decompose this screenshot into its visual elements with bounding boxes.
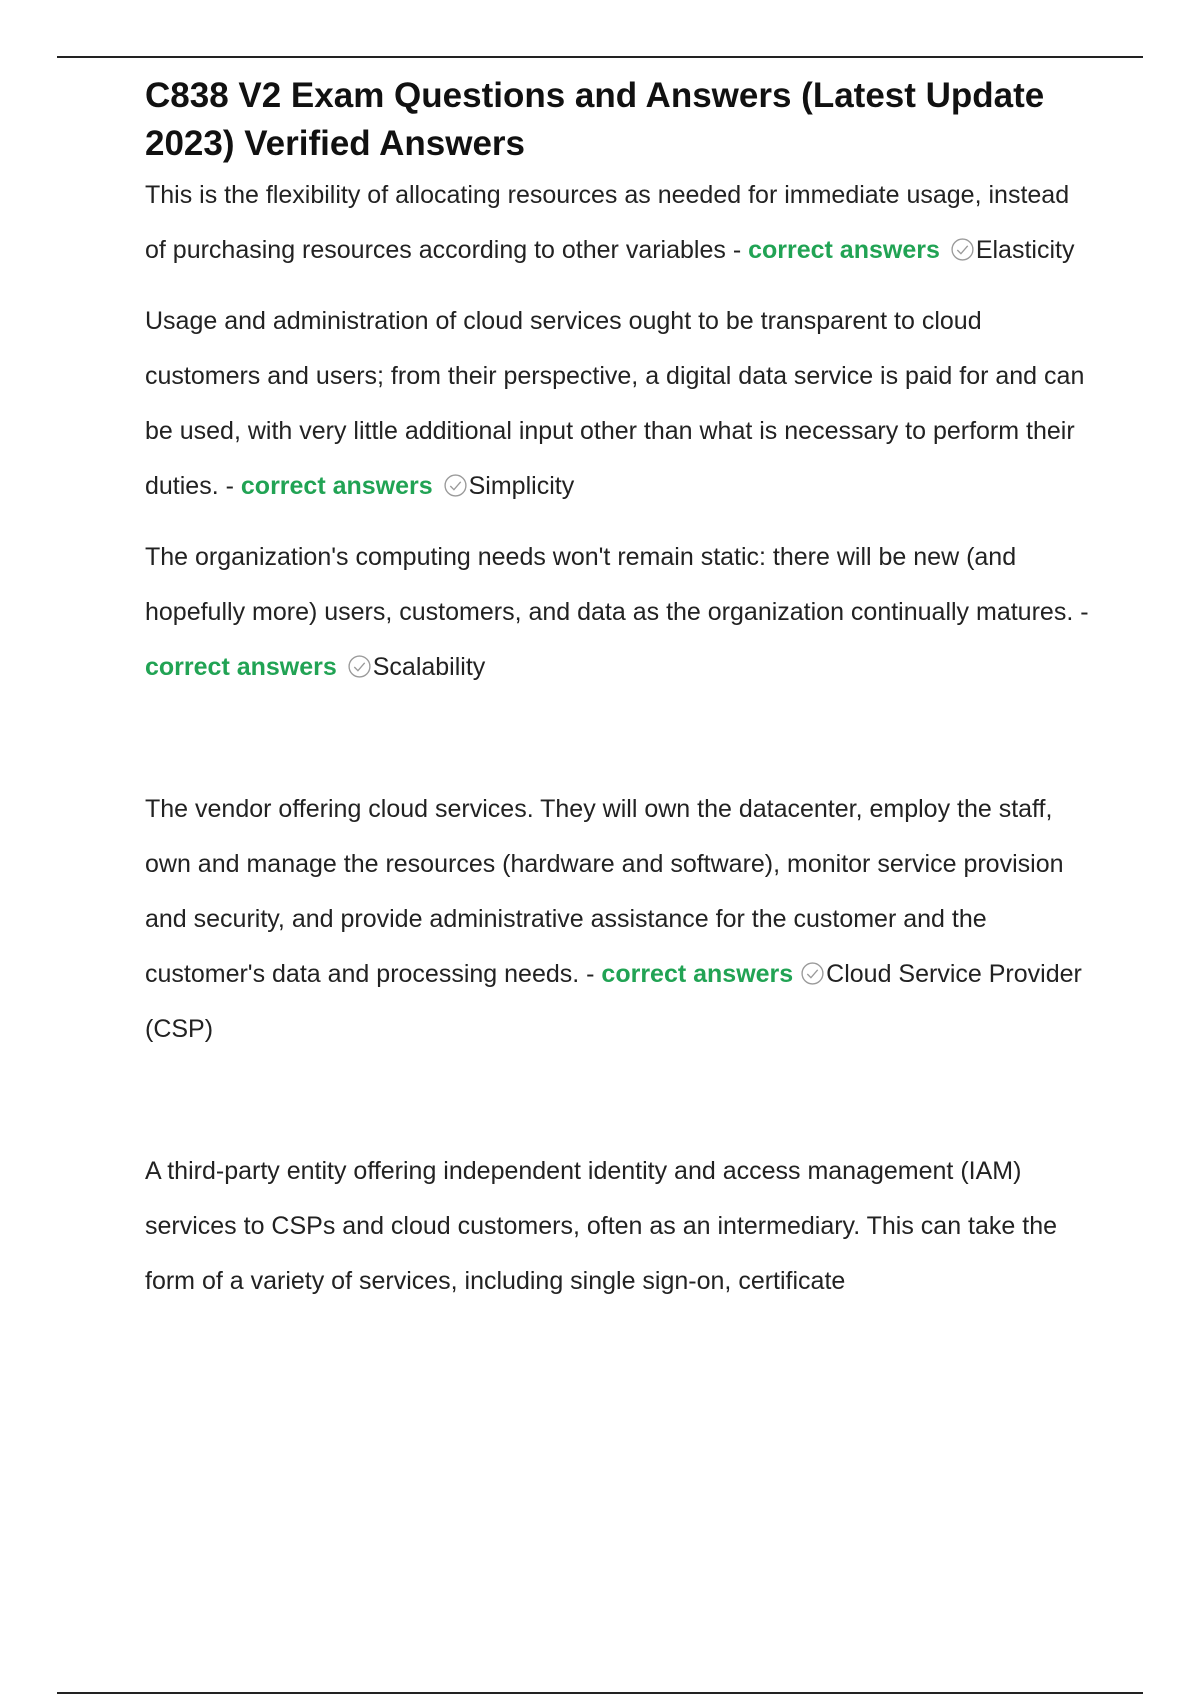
question-text: The organization's computing needs won't remain static: there will be new (and hopefully more) users, customers, and data as the organization continually matures.	[145, 543, 1074, 626]
answer-text: Elasticity	[975, 236, 1075, 264]
correct-answers-label: correct answers	[240, 472, 433, 500]
question-text: A third-party entity offering independent identity and access management (IAM) services to CSPs and cloud customers, often as an intermediary. This can take the form of a variety of services, including single sign-on, certificate	[145, 1157, 1058, 1295]
answer-text: Simplicity	[468, 472, 575, 500]
check-circle-icon	[347, 654, 372, 679]
qa-item	[145, 530, 1095, 695]
correct-answers-label: correct answers	[145, 653, 337, 681]
qa-item	[145, 168, 1095, 278]
correct-answers-label: correct answers	[601, 960, 794, 988]
document-page	[145, 72, 1095, 1309]
document-title: C838 V2 Exam Questions and Answers (Latest Update 2023) Verified Answers	[145, 76, 1045, 163]
qa-item	[145, 294, 1095, 514]
qa-item	[145, 782, 1095, 1057]
check-circle-icon	[950, 237, 975, 262]
question-text: The vendor offering cloud services. They will own the datacenter, employ the staff, own and manage the resources (hardware and software), monitor service provision and security, and provide administrative assistance for the customer and the customer's data and processing needs.	[145, 795, 1064, 988]
check-circle-icon	[443, 473, 468, 498]
correct-answers-label: correct answers	[748, 236, 940, 264]
answer-text: Cloud Service Provider (CSP)	[145, 960, 1082, 1043]
qa-item	[145, 1144, 1095, 1309]
separator: -	[579, 960, 602, 988]
question-text: Usage and administration of cloud services ought to be transparent to cloud customers and users; from their perspective, a digital data service is paid for and can be used, with very little additional input other than what is necessary to perform their duties.	[145, 307, 1085, 500]
separator: -	[1073, 598, 1089, 626]
separator: -	[218, 472, 241, 500]
question-text: This is the flexibility of allocating resources as needed for immediate usage, instead of purchasing resources according to other variables	[145, 181, 1070, 264]
answer-text: Scalability	[372, 653, 486, 681]
bottom-rule	[57, 1692, 1143, 1694]
separator: -	[725, 236, 749, 264]
check-circle-icon	[800, 961, 825, 986]
top-rule	[57, 56, 1143, 58]
